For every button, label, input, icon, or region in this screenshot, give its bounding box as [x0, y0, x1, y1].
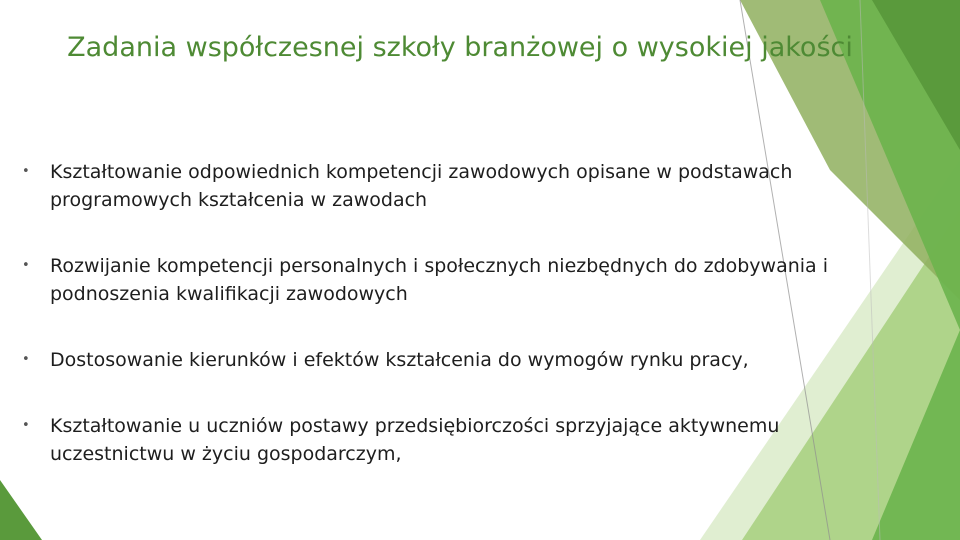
- bullet-item: [22, 158, 882, 214]
- bullet-item: [22, 346, 882, 374]
- bullet-text: Dostosowanie kierunków i efektów kształcenia do wymogów rynku pracy,: [50, 349, 749, 371]
- bullet-dot-icon: •: [22, 164, 30, 179]
- bullet-dot-icon: •: [22, 352, 30, 367]
- bullet-text: Kształtowanie u uczniów postawy przedsiębiorczości sprzyjające aktywnemu uczestnictwu w życiu gospodarczym,: [50, 415, 780, 465]
- bullet-text: Rozwijanie kompetencji personalnych i społecznych niezbędnych do zdobywania i podnoszenia kwalifikacji zawodowych: [50, 255, 829, 305]
- slide-title: Zadania współczesnej szkoły branżowej o wysokiej jakości: [67, 32, 853, 63]
- left-green-triangle-shape: [0, 480, 42, 540]
- bullet-text: Kształtowanie odpowiednich kompetencji zawodowych opisane w podstawach programowych kształcenia w zawodach: [50, 161, 793, 211]
- bullet-list: [22, 158, 882, 468]
- bullet-dot-icon: •: [22, 258, 30, 273]
- bullet-item: [22, 412, 882, 468]
- bullet-item: [22, 252, 882, 308]
- bullet-dot-icon: •: [22, 418, 30, 433]
